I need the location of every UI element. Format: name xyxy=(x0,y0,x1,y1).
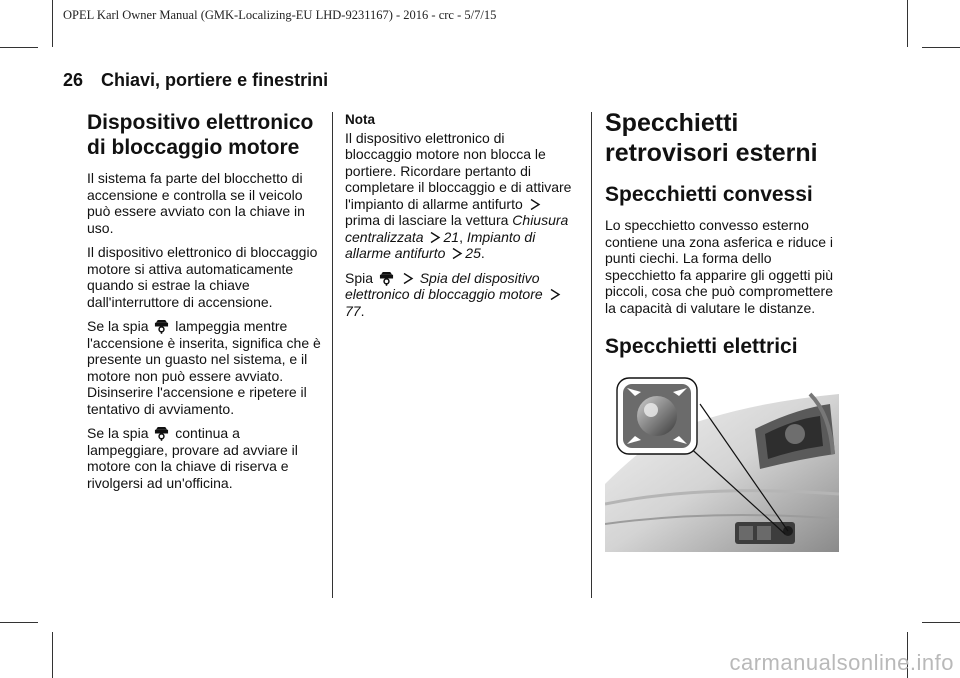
reference-arrow-icon xyxy=(451,247,463,260)
immobiliser-para-1: Il sistema fa parte del blocchetto di accensione e controlla se il veicolo può essere avviato con la chiave in uso. xyxy=(87,170,305,236)
crop-mark xyxy=(907,0,908,47)
immobiliser-para-3: Se la spia lampeggia mentre l'accensione è inserita, significa che è presente un guasto nel sistema, e il motore non può essere avviato. Disinserire l'accensione e ripetere il tentativo di avviamento. xyxy=(87,318,321,417)
page-number: 26 xyxy=(63,70,84,90)
reference-link[interactable]: Chiusura centralizzata xyxy=(345,212,569,245)
nota-label: Nota xyxy=(345,112,375,127)
crop-mark xyxy=(0,47,38,48)
reference-page[interactable]: 77 xyxy=(345,302,361,319)
column-divider xyxy=(591,112,592,598)
electric-mirrors-heading: Specchietti elettrici xyxy=(605,335,798,358)
reference-arrow-icon xyxy=(549,288,561,301)
watermark: carmanualsonline.info xyxy=(729,650,954,675)
convex-mirrors-heading: Specchietti convessi xyxy=(605,183,813,206)
document-header: OPEL Karl Owner Manual (GMK-Localizing-EU LHD-9231167) - 2016 - crc - 5/7/15 xyxy=(63,8,497,22)
reference-page[interactable]: 21 xyxy=(443,228,460,245)
car-key-warning-icon xyxy=(154,426,169,441)
crop-mark xyxy=(0,622,38,623)
crop-mark xyxy=(52,632,53,678)
car-key-warning-icon xyxy=(154,319,169,334)
immobiliser-para-4: Se la spia continua a lampeggiare, provare ad avviare il motore con la chiave di riserva e rivolgersi ad un'officina. xyxy=(87,425,298,491)
reference-link[interactable]: Spia del dispositivo elettronico di bloccaggio motore xyxy=(345,269,543,302)
page-heading xyxy=(63,70,328,91)
crop-mark xyxy=(52,0,53,47)
reference-page[interactable]: 25 xyxy=(465,245,481,261)
crop-mark xyxy=(922,47,960,48)
immobiliser-heading: Dispositivo elettronico di bloccaggio motore xyxy=(87,111,314,159)
mirrors-heading: Specchietti retrovisori esterni xyxy=(605,109,818,167)
nota-text: Il dispositivo elettronico di bloccaggio motore non blocca le portiere. Ricordare pertanto di completare il bloccaggio e di attivare l'impianto di allarme antifurto prima di lasciare la vettura Chiusura centralizzata 21, Impianto di allarme antifurto 25. xyxy=(345,129,572,261)
spia-text: Spia Spia del dispositivo elettronico di bloccaggio motore 77. xyxy=(345,270,575,320)
chapter-title: Chiavi, portiere e finestrini xyxy=(101,70,329,90)
crop-mark xyxy=(922,622,960,623)
column-right xyxy=(605,108,845,369)
reference-arrow-icon xyxy=(529,198,541,211)
mirror-switch-illustration xyxy=(605,374,839,552)
convex-mirrors-text: Lo specchietto convesso esterno contiene una zona asferica e riduce i punti ciechi. La forma dello specchietto fa apparire gli oggetti più piccoli, cosa che può compromettere la capacità di valutare le distanze. xyxy=(605,217,834,316)
immobiliser-para-2: Il dispositivo elettronico di bloccaggio motore si attiva automaticamente quando si estrae la chiave dall'interruttore di accensione. xyxy=(87,244,318,310)
column-divider xyxy=(332,112,333,598)
car-key-warning-icon xyxy=(379,271,394,286)
column-middle xyxy=(345,112,575,327)
reference-arrow-icon xyxy=(429,231,441,244)
reference-arrow-icon xyxy=(402,272,414,285)
column-left xyxy=(87,110,323,499)
reference-link[interactable]: Impianto di allarme antifurto xyxy=(345,228,536,261)
